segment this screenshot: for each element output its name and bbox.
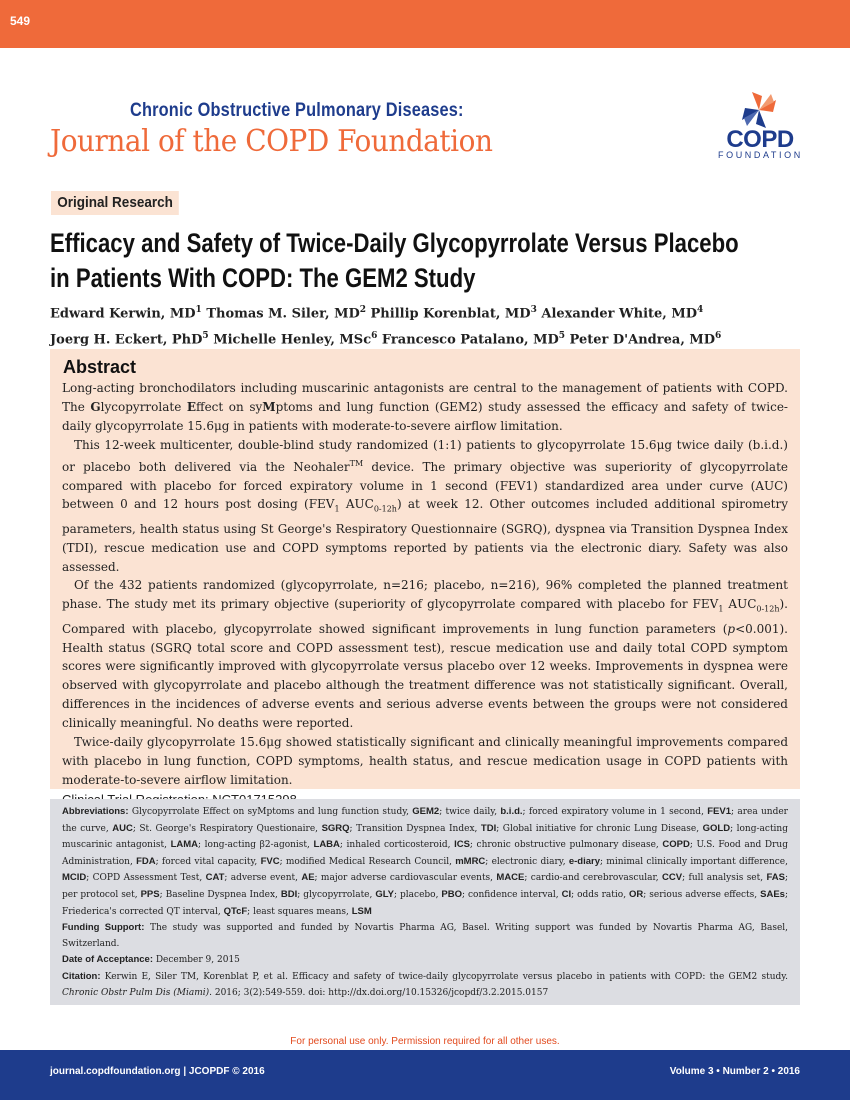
abbreviation-definition: ; Transition Dyspnea Index,	[349, 823, 481, 834]
abbreviation-term: OR	[629, 888, 644, 900]
author-name: Joerg H. Eckert, PhD	[50, 332, 203, 348]
abbreviation-term: MACE	[496, 872, 525, 884]
abbreviation-term: CAT	[205, 872, 225, 884]
logo-subtext: FOUNDATION	[718, 150, 803, 160]
author-name: Phillip Korenblat, MD	[370, 306, 531, 322]
abbreviation-term: GOLD	[702, 822, 731, 834]
abbreviation-definition: ; adverse event,	[224, 873, 302, 884]
abbreviation-definition: ; Baseline Dyspnea Index,	[159, 889, 281, 900]
author-affiliation: 5	[558, 331, 566, 342]
abbreviation-definition: ; major adverse cardiovascular events,	[314, 873, 497, 884]
abstract-paragraph-conclusion: Twice-daily glycopyrrolate 15.6μg showed statistically significant and clinically meaningful improvements compared with placebo in lung function, COPD symptoms, health status, and rescue medication usage in COPD patients with moderate-to-severe airflow limitation.	[62, 735, 788, 787]
abbreviation-definition: ; area under the curve,	[62, 807, 788, 834]
abbreviation-term: COPD	[662, 839, 690, 851]
abbreviation-term: PBO	[441, 888, 462, 900]
article-title	[50, 226, 788, 296]
section-label: Original Research	[51, 191, 179, 215]
author-affiliation: 6	[715, 331, 722, 342]
date-of-acceptance: Date of Acceptance: December 9, 2015	[62, 954, 240, 966]
abbreviation-definition: ; long-acting β2-agonist,	[198, 840, 314, 851]
abbreviation-definition: ; chronic obstructive pulmonary disease,	[469, 840, 663, 851]
abbreviation-definition: ; full analysis set,	[682, 873, 767, 884]
abbreviation-definition: ; twice daily,	[439, 807, 501, 817]
author-name: Francesco Patalano, MD	[381, 332, 559, 348]
abbreviation-definition: ; forced vital capacity,	[155, 856, 261, 867]
abbreviation-definition: ; Friederica's corrected QT interval,	[62, 889, 789, 917]
abbreviation-definition: ; forced expiratory volume in 1 second,	[522, 807, 708, 817]
abbreviation-term: MCID	[62, 872, 87, 884]
page-number: 549	[10, 14, 31, 28]
abbreviation-definition: ; electronic diary,	[485, 856, 569, 867]
abbreviation-definition: ; Global initiative for chronic Lung Disease,	[496, 823, 703, 834]
journal-title: Journal of the COPD Foundation	[50, 124, 493, 159]
abbreviation-definition: ; COPD Assessment Test,	[86, 873, 206, 884]
abbreviation-term: CCV	[662, 872, 683, 884]
abbreviation-term: FVC	[260, 855, 280, 867]
abbreviation-definition: ; placebo,	[394, 889, 442, 900]
author-name: Thomas M. Siler, MD	[206, 306, 360, 322]
abstract-paragraph-methods: This 12-week multicenter, double-blind study randomized (1:1) patients to glycopyrrolate 15.6μg twice daily (b.i.d.) or placebo both delivered via the Neohaler™ device. The primary objective was superiority of glycopyrrolate compared with placebo for forced expiratory volume in 1 second (FEV1) standardized area under curve (AUC) between 0 and 12 hours post dosing ($FEV_1$ $AUC_{0-12h}$) at week 12. Other outcomes included additional spirometry parameters, health status using St George's Respiratory Questionnaire (SGRQ), dyspnea via Transition Dyspnea Index (TDI), rescue medication use and COPD symptoms reported by patients via the electronic diary. Safety was also assessed.	[62, 437, 789, 574]
abbreviation-definition: Glycopyrrolate Effect on syMptoms and lung function study,	[128, 807, 413, 817]
abbreviation-definition: ; long-acting muscarinic antagonist,	[62, 823, 788, 851]
abbreviations	[62, 804, 788, 920]
abbreviation-term: AE	[301, 872, 315, 884]
abbreviation-term: PPS	[140, 888, 160, 900]
abbreviation-term: FEV1	[707, 806, 731, 817]
abbreviation-definition: ; St. George's Respiratory Questionaire,	[132, 823, 322, 834]
abbreviation-term: GEM2	[412, 806, 440, 817]
journal-subtitle: Chronic Obstructive Pulmonary Diseases:	[130, 100, 464, 121]
author-list	[50, 299, 790, 352]
top-bar	[0, 0, 850, 48]
funding-support: Funding Support: The study was supported and funded by Novartis Pharma AG, Basel. Writing support was funded by Novartis Pharma AG, Basel, Switzerland.	[62, 922, 789, 949]
abbreviation-definition: ; cardio-and cerebrovascular,	[524, 873, 663, 884]
abbreviation-definition: ; U.S. Food and Drug Administration,	[62, 840, 788, 867]
author-affiliation: 4	[697, 305, 704, 315]
author-affiliation: 3	[530, 305, 537, 315]
abbreviation-term: GLY	[375, 888, 395, 900]
abbreviation-definition: ; confidence interval,	[462, 889, 562, 900]
author-affiliation: 2	[359, 305, 366, 315]
abstract-paragraph-background: Long-acting bronchodilators including muscarinic antagonists are central to the management of patients with COPD. The Glycopyrrolate Effect on syMptoms and lung function (GEM2) study assessed the efficacy and safety of twice-daily glycopyrrolate 15.6μg in patients with moderate-to-severe airflow limitation.	[62, 381, 788, 433]
abbreviation-term: CI	[561, 888, 572, 900]
article-title-line-2: in Patients With COPD: The GEM2 Study	[50, 263, 476, 293]
author-name: Michelle Henley, MSc	[213, 332, 372, 348]
abbreviation-term: ICS	[454, 839, 470, 851]
copd-foundation-logo	[718, 90, 802, 162]
abbreviation-term: b.i.d.	[500, 806, 523, 817]
abbreviation-term: TDI	[480, 822, 497, 834]
abbreviation-definition: ; inhaled corticosteroid,	[339, 840, 455, 851]
logo-name: COPD	[726, 126, 794, 153]
abbreviation-term: AUC	[112, 822, 133, 834]
abbreviation-definition: ; glycopyrrolate,	[297, 889, 376, 900]
abbreviation-term: SGRQ	[321, 822, 350, 834]
abbreviation-definition: ; least squares means,	[247, 906, 352, 917]
usage-notice: For personal use only. Permission required for all other uses.	[290, 1036, 560, 1047]
abbreviation-term: LAMA	[170, 839, 199, 851]
abbreviation-term: LABA	[313, 839, 340, 851]
abstract-box	[50, 349, 800, 789]
author-affiliation: 5	[202, 331, 209, 342]
author-affiliation: 6	[371, 331, 378, 342]
abbreviation-definition: ; minimal clinically important difference,	[599, 856, 788, 867]
author-name: Edward Kerwin, MD	[50, 306, 196, 322]
abbreviation-definition: ; modified Medical Research Council,	[279, 856, 456, 867]
abbreviation-definition: ; per protocol set,	[62, 873, 789, 900]
abbreviation-term: QTcF	[223, 905, 248, 917]
abbreviation-definition: ; serious adverse effects,	[643, 889, 761, 900]
footer-bar	[0, 1050, 850, 1100]
abbreviation-definition: ; odds ratio,	[571, 889, 630, 900]
author-name: Peter D'Andrea, MD	[569, 332, 716, 348]
abbreviation-term: LSM	[351, 905, 372, 917]
abbreviation-term: BDI	[280, 888, 298, 900]
footer-journal-url[interactable]: journal.copdfoundation.org | JCOPDF © 2016	[50, 1066, 265, 1077]
abbreviation-term: e-diary	[568, 855, 600, 867]
abbreviations-heading: Abbreviations:	[62, 806, 129, 817]
author-name: Alexander White, MD	[541, 306, 697, 322]
article-title-line-1: Efficacy and Safety of Twice-Daily Glycopyrrolate Versus Placebo	[50, 228, 739, 258]
abbreviation-term: FAS	[766, 872, 785, 884]
abbreviation-term: SAEs	[760, 888, 785, 900]
abbreviation-term: FDA	[136, 855, 156, 867]
citation: Citation: Kerwin E, Siler TM, Korenblat P, et al. Efficacy and safety of twice-daily glycopyrrolate versus placebo in patients with COPD: the GEM2 study. Chronic Obstr Pulm Dis (Miami). 2016; 3(2):549-559. doi: http://dx.doi.org/10.15326/jcopdf/3.2.2015.0157	[62, 970, 788, 998]
copd-pinwheel-icon	[738, 90, 780, 130]
article-info-box	[50, 799, 800, 1005]
abstract-heading: Abstract	[63, 357, 137, 377]
author-affiliation: 1	[195, 305, 202, 315]
footer-volume-info: Volume 3 • Number 2 • 2016	[669, 1066, 800, 1077]
abbreviation-term: mMRC	[455, 855, 486, 867]
abstract-paragraph-results: Of the 432 patients randomized (glycopyrrolate, n=216; placebo, n=216), 96% completed the planned treatment phase. The study met its primary objective (superiority of glycopyrrolate compared with placebo for $FEV_1$ $AUC_{0-12h}$). Compared with placebo, glycopyrrolate showed significant improvements in lung function parameters (p<0.001). Health status (SGRQ total score and COPD assessment test), rescue medication use and daily total COPD symptom scores were significantly improved with glycopyrrolate versus placebo over 12 weeks. Improvements in dyspnea were observed with glycopyrrolate and placebo although the treatment difference was not statistically significant. Overall, differences in the incidences of adverse events and serious adverse events between the groups were not considered clinically meaningful. No deaths were reported.	[62, 578, 788, 731]
